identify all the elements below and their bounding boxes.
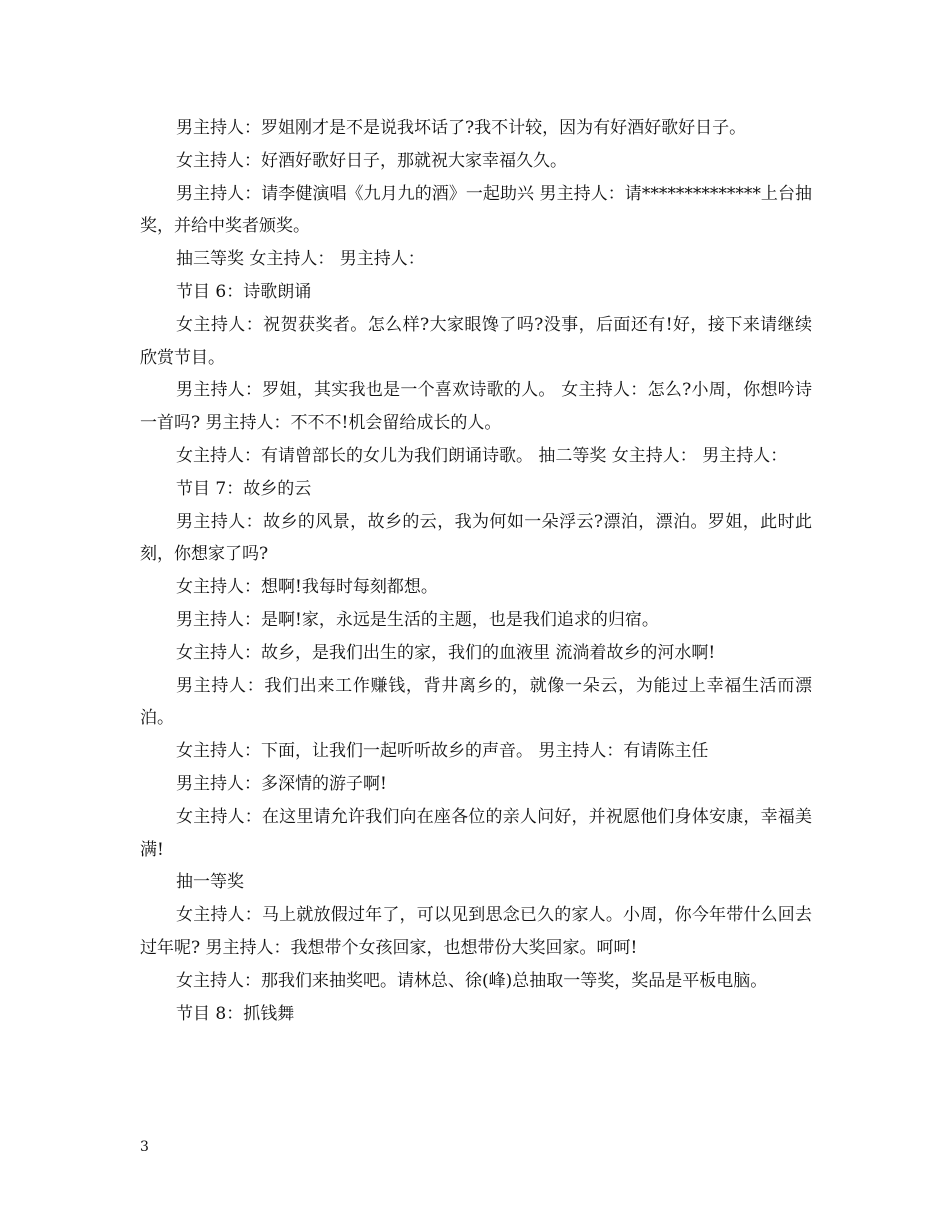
paragraph: 女主持人：下面，让我们一起听听故乡的声音。 男主持人：有请陈主任 [176, 741, 709, 762]
paragraph: 女主持人：在这里请允许我们向在座各位的亲人问好，并祝愿他们身体安康，幸福美满! [140, 806, 812, 860]
paragraph: 女主持人：好酒好歌好日子，那就祝大家幸福久久。 [176, 150, 567, 171]
paragraph: 男主持人：请李健演唱《九月九的酒》一起助兴 男主持人：请**************上台抽奖，并给中奖者颁奖。 [140, 183, 812, 237]
paragraph: 女主持人：马上就放假过年了，可以见到思念已久的家人。小周，你今年带什么回去过年呢? 男主持人：我想带个女孩回家，也想带份大奖回家。呵呵! [140, 905, 812, 958]
paragraph: 女主持人：祝贺获奖者。怎么样?大家眼馋了吗?没事，后面还有!好，接下来请继续欣赏节目。 [140, 314, 812, 368]
section-heading: 节目 6：诗歌朗诵 [176, 281, 312, 302]
paragraph: 抽三等奖 女主持人： 男主持人： [176, 249, 425, 270]
section-heading: 节目 8：抓钱舞 [176, 1003, 295, 1024]
paragraph: 男主持人：罗姐，其实我也是一个喜欢诗歌的人。 女主持人：怎么?小周，你想吟诗一首吗? 男主持人：不不不!机会留给成长的人。 [140, 380, 812, 434]
paragraph: 男主持人：故乡的风景，故乡的云，我为何如一朵浮云?漂泊，漂泊。罗姐，此时此刻，你想家了吗? [140, 511, 812, 565]
paragraph: 男主持人：多深情的游子啊! [176, 773, 387, 794]
paragraph: 女主持人：那我们来抽奖吧。请林总、徐(峰)总抽取一等奖，奖品是平板电脑。 [176, 970, 768, 991]
paragraph: 女主持人：故乡，是我们出生的家，我们的血液里 流淌着故乡的河水啊! [176, 642, 716, 663]
paragraph: 女主持人：有请曾部长的女儿为我们朗诵诗歌。 抽二等奖 女主持人： 男主持人： [176, 445, 788, 466]
paragraph: 男主持人：是啊!家，永远是生活的主题，也是我们追求的归宿。 [176, 609, 659, 630]
section-heading: 节目 7：故乡的云 [176, 478, 312, 499]
paragraph: 抽一等奖 [176, 872, 244, 893]
document-body [140, 112, 812, 1030]
paragraph: 男主持人：我们出来工作赚钱，背井离乡的，就像一朵云，为能过上幸福生活而漂泊。 [140, 675, 812, 729]
paragraph: 女主持人：想啊!我每时每刻都想。 [176, 577, 438, 598]
paragraph: 男主持人：罗姐刚才是不是说我坏话了?我不计较，因为有好酒好歌好日子。 [176, 118, 747, 138]
page-number: 3 [140, 1139, 149, 1155]
